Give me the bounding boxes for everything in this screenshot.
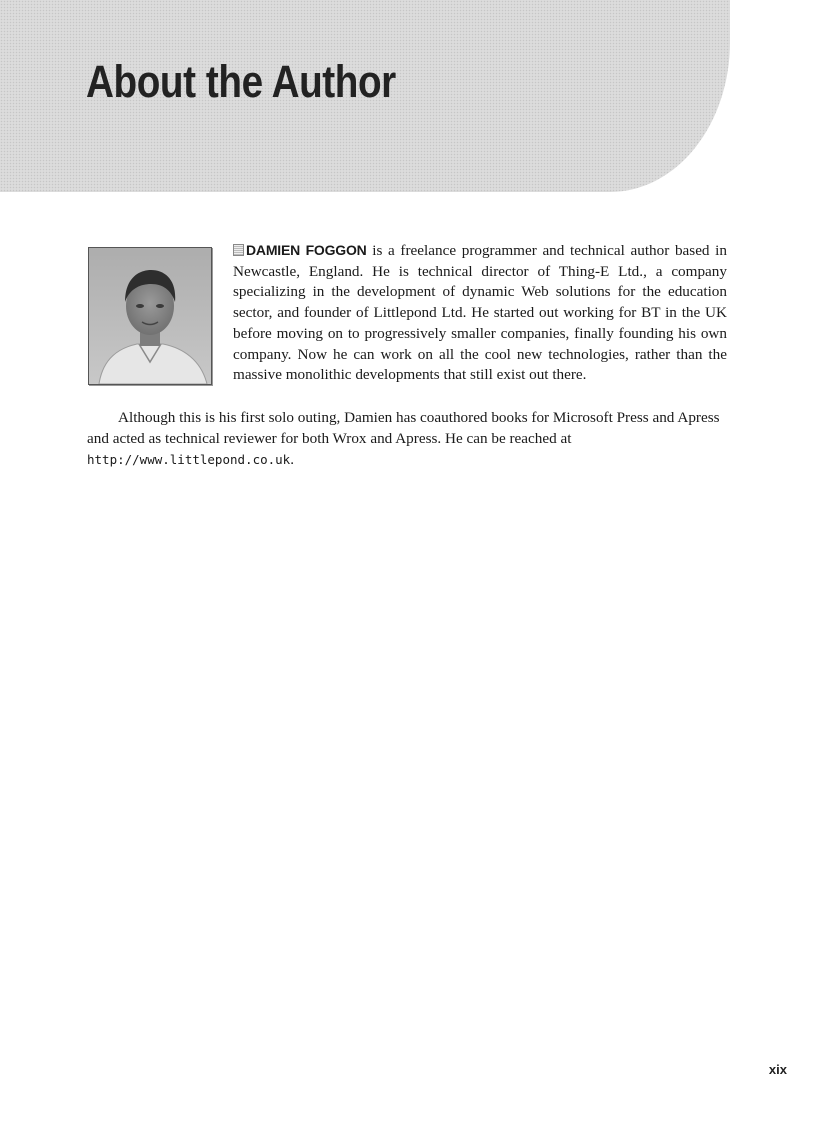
page-title: About the Author [86, 56, 396, 107]
page-number: xix [768, 1062, 787, 1077]
author-name: DAMIEN FOGGON [246, 242, 367, 258]
bio-second-paragraph: Although this is his first solo outing, Damien has coauthored books for Microsoft Press and Apress and acted as technical reviewer for both Wrox and Apress. He can be reached at [87, 409, 720, 447]
square-bullet-icon [233, 244, 244, 256]
author-bio-paragraph [233, 240, 727, 386]
bio-text: is a freelance programmer and technical author based in Newcastle, England. He is technical director of Thing-E Ltd., a company specializing in the development of dynamic Web solutions for the education sector, and founder of Littlepond Ltd. He started out working for BT in the UK before moving on to progressively smaller companies, finally founding his own company. Now he can work on all the cool new technologies, rather than the massive monolithic developments that still exist out there. [233, 242, 727, 384]
author-bio-continued [87, 407, 727, 470]
author-portrait-image [89, 248, 211, 384]
bio-second-paragraph-end: . [290, 451, 294, 468]
author-photo [88, 247, 212, 385]
author-website-link[interactable]: http://www.littlepond.co.uk [87, 452, 291, 467]
